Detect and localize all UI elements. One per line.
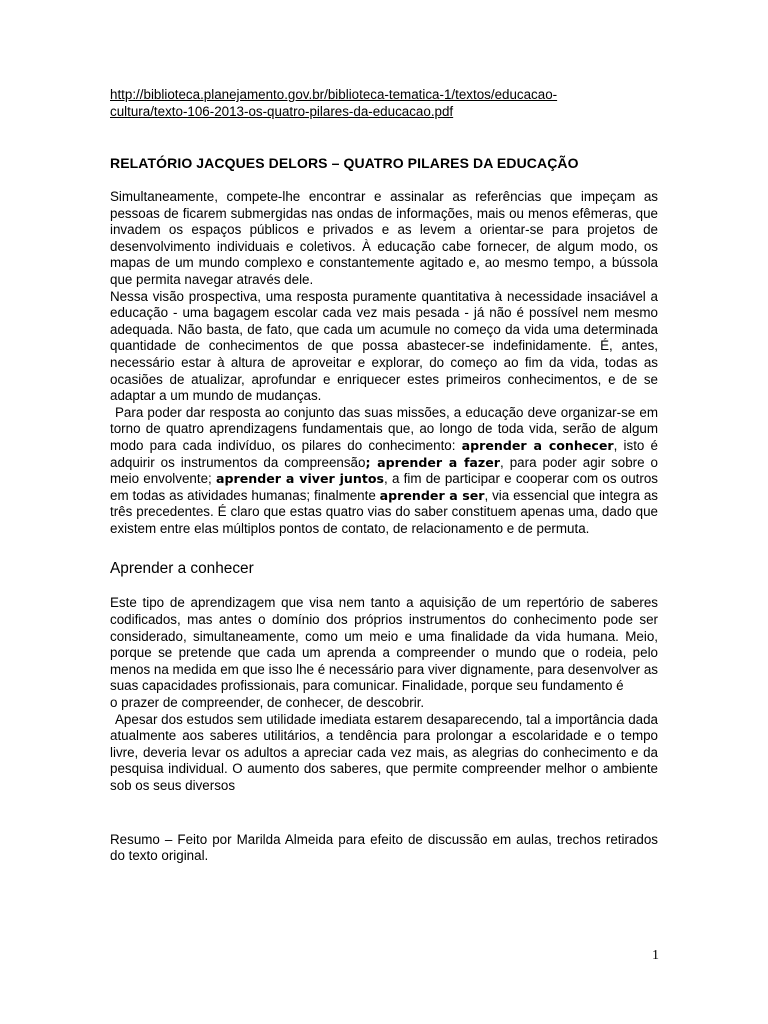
pillar-aprender-a-fazer: ; aprender a fazer <box>365 454 501 470</box>
section-paragraph-2: Apesar dos estudos sem utilidade imediata estarem desaparecendo, tal a importância dada atualmente aos saberes utilitários, a tendência para prolongar a escolaridade e o tempo livre, deveria levar os adultos a apreciar cada vez mais, as alegrias do conhecimento e da pesquisa individual. O aumento dos saberes, que permite compreender melhor o ambiente sob os seus diversos <box>110 711 658 793</box>
paragraph-3-text-2: , isto é adquirir os instrumentos da compreensão <box>110 437 658 470</box>
paragraph-1: Simultaneamente, compete-lhe encontrar e assinalar as referências que impeçam as pessoas de ficarem submergidas nas ondas de informações, mais ou menos efêmeras, que invadem os espaços públicos e privados e as levem a orientar-se para projetos de desenvolvimento individuais e coletivos. À educação cabe fornecer, de algum modo, os mapas de um mundo complexo e constantemente agitado e, ao mesmo tempo, a bússola que permita navegar através dele. <box>110 189 658 287</box>
source-link-line-1[interactable]: http://biblioteca.planejamento.gov.br/biblioteca-tematica-1/textos/educacao- <box>110 87 558 102</box>
document-title: RELATÓRIO JACQUES DELORS – QUATRO PILARES DA EDUCAÇÃO <box>110 155 579 171</box>
summary-note: Resumo – Feito por Marilda Almeida para efeito de discussão em aulas, trechos retirados do texto original. <box>110 831 658 864</box>
paragraph-3 <box>110 405 658 538</box>
paragraph-3-text-3: , para poder agir sobre o meio envolvente; <box>110 454 659 487</box>
paragraph-2: Nessa visão prospectiva, uma resposta puramente quantitativa à necessidade insaciável a educação - uma bagagem escolar cada vez mais pesada - já não é possível nem mesmo adequada. Não basta, de fato, que cada um acumule no começo da vida uma determinada quantidade de conhecimentos de que possa abastecer-se indefinidamente. É, antes, necessário estar à altura de aproveitar e explorar, do começo ao fim da vida, todas as ocasiões de atualizar, aprofundar e enriquecer estes primeiros conhecimentos, e de se adaptar a um mundo de mudanças. <box>110 288 658 404</box>
source-link-line-2[interactable]: cultura/texto-106-2013-os-quatro-pilares-da-educacao.pdf <box>110 104 454 119</box>
section-paragraph-1b: o prazer de compreender, de conhecer, de descobrir. <box>110 695 425 711</box>
section-heading: Aprender a conhecer <box>110 560 254 578</box>
paragraph-3-text-5: , via essencial que integra as três precedentes. É claro que estas quatro vias do saber constituem apenas uma, dado que existem entre elas múltiplos pontos de contato, de relacionamento e de permuta. <box>110 487 659 536</box>
pillar-aprender-a-ser: aprender a ser <box>379 487 485 503</box>
document-page <box>110 86 658 865</box>
paragraph-3-text-1: Para poder dar resposta ao conjunto das suas missões, a educação deve organizar-se em torno de quatro aprendizagens fundamentais que, ao longo de toda vida, serão de algum modo para cada indivíduo, os pilares do conhecimento: <box>110 404 658 453</box>
section-paragraph-1: Este tipo de aprendizagem que visa nem tanto a aquisição de um repertório de saberes codificados, mas antes o domínio dos próprios instrumentos do conhecimento pode ser considerado, simultaneamente, como um meio e uma finalidade da vida humana. Meio, porque se pretende que cada um aprenda a compreender o mundo que o rodeia, pelo menos na medida em que isso lhe é necessário para viver dignamente, para desenvolver as suas capacidades profissionais, para comunicar. Finalidade, porque seu fundamento é <box>110 595 658 694</box>
page-number: 1 <box>652 948 659 963</box>
paragraph-3-text-4: , a fim de participar e cooperar com os outros em todas as atividades humanas; finalmente <box>110 471 658 503</box>
source-link[interactable] <box>110 86 658 120</box>
pillar-aprender-a-viver-juntos: aprender a viver juntos <box>215 471 385 487</box>
pillar-aprender-a-conhecer: aprender a conhecer <box>461 437 614 453</box>
